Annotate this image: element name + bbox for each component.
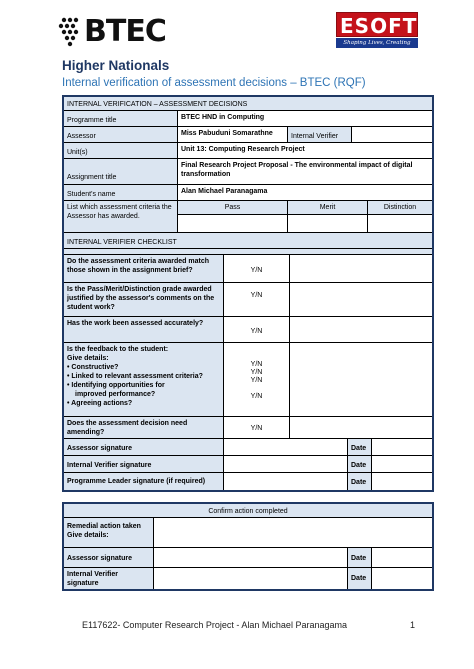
- verification-table: [62, 95, 434, 492]
- confirm-section-header: Confirm action completed: [64, 504, 432, 518]
- esoft-logo: [336, 12, 418, 56]
- esoft-wordmark: ESOFT: [340, 14, 418, 38]
- pl-date-field[interactable]: [372, 473, 432, 490]
- iv-signature-field[interactable]: [224, 456, 348, 473]
- q4-yn-4[interactable]: Y/N: [250, 393, 263, 400]
- remedial-details-field[interactable]: [154, 518, 432, 548]
- iv-date-label: Date: [348, 456, 372, 473]
- q4-give-details: Give details:: [67, 355, 109, 362]
- criteria-label: List which assessment criteria the Assessor has awarded.: [64, 201, 178, 233]
- confirm-action-table: [62, 502, 434, 591]
- assessor-label: Assessor: [64, 127, 178, 143]
- assessor-value[interactable]: Miss Pabuduni Somarathne: [178, 127, 288, 143]
- esoft-logo-box: [336, 12, 418, 37]
- units-value[interactable]: Unit 13: Computing Research Project: [178, 143, 432, 159]
- q3-comment[interactable]: [290, 317, 432, 343]
- checklist-q5: Does the assessment decision need amending?: [64, 417, 224, 439]
- esoft-tagline: Shaping Lives, Creating Futures: [336, 38, 418, 48]
- q4-intro: Is the feedback to the student:: [67, 346, 169, 353]
- assignment-title-label: Assignment title: [64, 159, 178, 185]
- student-name-label: Student's name: [64, 185, 178, 201]
- checklist-q4: [64, 343, 224, 417]
- page-title: Higher Nationals: [62, 58, 170, 73]
- q4-yn-3[interactable]: Y/N: [250, 377, 263, 384]
- q3-yn[interactable]: Y/N: [224, 317, 290, 343]
- pass-header: Pass: [178, 201, 288, 215]
- units-label: Unit(s): [64, 143, 178, 159]
- remedial-give-details: Give details:: [67, 532, 109, 539]
- q4-yn-group: [224, 343, 290, 417]
- q1-comment[interactable]: [290, 255, 432, 283]
- remedial-label: [64, 518, 154, 548]
- confirm-iv-signature-field[interactable]: [154, 568, 348, 589]
- programme-title-label: Programme title: [64, 111, 178, 127]
- assessor-signature-label: Assessor signature: [64, 439, 224, 456]
- q4-item-improved: improved performance?: [75, 391, 156, 398]
- confirm-assessor-signature-label: Assessor signature: [64, 548, 154, 568]
- confirm-assessor-signature-field[interactable]: [154, 548, 348, 568]
- q2-yn[interactable]: Y/N: [224, 283, 290, 317]
- q4-item-linked: • Linked to relevant assessment criteria?: [67, 373, 203, 380]
- page-number: 1: [410, 620, 416, 630]
- pass-criteria-cell[interactable]: [178, 215, 288, 233]
- q5-comment[interactable]: [290, 417, 432, 439]
- assessor-date-label: Date: [348, 439, 372, 456]
- page-footer: E117622- Computer Research Project - Alan Michael Paranagama: [82, 620, 347, 630]
- q1-yn[interactable]: Y/N: [224, 255, 290, 283]
- merit-criteria-cell[interactable]: [288, 215, 368, 233]
- btec-logo: [58, 12, 168, 48]
- confirm-iv-date-field[interactable]: [372, 568, 432, 589]
- q4-yn-2[interactable]: Y/N: [250, 369, 263, 376]
- distinction-criteria-cell[interactable]: [368, 215, 432, 233]
- checklist-q2: Is the Pass/Merit/Distinction grade awarded justified by the assessor's comments on the student work?: [64, 283, 224, 317]
- confirm-iv-signature-label: Internal Verifier signature: [64, 568, 154, 589]
- confirm-assessor-date-field[interactable]: [372, 548, 432, 568]
- checklist-section-header: INTERNAL VERIFIER CHECKLIST: [64, 233, 432, 249]
- q4-comment[interactable]: [290, 343, 432, 417]
- confirm-assessor-date-label: Date: [348, 548, 372, 568]
- q4-item-opportunities: • Identifying opportunities for: [67, 382, 165, 389]
- pl-signature-label: Programme Leader signature (if required): [64, 473, 224, 490]
- assignment-title-value[interactable]: Final Research Project Proposal - The environmental impact of digital transformation: [178, 159, 432, 185]
- btec-wordmark: BTEC: [84, 14, 166, 49]
- internal-verifier-value[interactable]: [352, 127, 432, 143]
- decisions-section-header: INTERNAL VERIFICATION – ASSESSMENT DECISIONS: [64, 97, 432, 111]
- pl-signature-field[interactable]: [224, 473, 348, 490]
- confirm-iv-date-label: Date: [348, 568, 372, 589]
- remedial-title: Remedial action taken: [67, 523, 141, 530]
- internal-verifier-label: Internal Verifier: [288, 127, 352, 143]
- distinction-header: Distinction: [368, 201, 432, 215]
- iv-signature-label: Internal Verifier signature: [64, 456, 224, 473]
- q5-yn[interactable]: Y/N: [224, 417, 290, 439]
- checklist-q3: Has the work been assessed accurately?: [64, 317, 224, 343]
- iv-date-field[interactable]: [372, 456, 432, 473]
- q4-item-constructive: • Constructive?: [67, 364, 119, 371]
- q4-item-agreeing: • Agreeing actions?: [67, 400, 133, 407]
- student-name-value[interactable]: Alan Michael Paranagama: [178, 185, 432, 201]
- q2-comment[interactable]: [290, 283, 432, 317]
- pl-date-label: Date: [348, 473, 372, 490]
- assessor-date-field[interactable]: [372, 439, 432, 456]
- checklist-q1: Do the assessment criteria awarded match those shown in the assignment brief?: [64, 255, 224, 283]
- programme-title-value[interactable]: BTEC HND in Computing: [178, 111, 432, 127]
- merit-header: Merit: [288, 201, 368, 215]
- assessor-signature-field[interactable]: [224, 439, 348, 456]
- page-subtitle: Internal verification of assessment decisions – BTEC (RQF): [62, 77, 366, 89]
- q4-yn-1[interactable]: Y/N: [250, 361, 263, 368]
